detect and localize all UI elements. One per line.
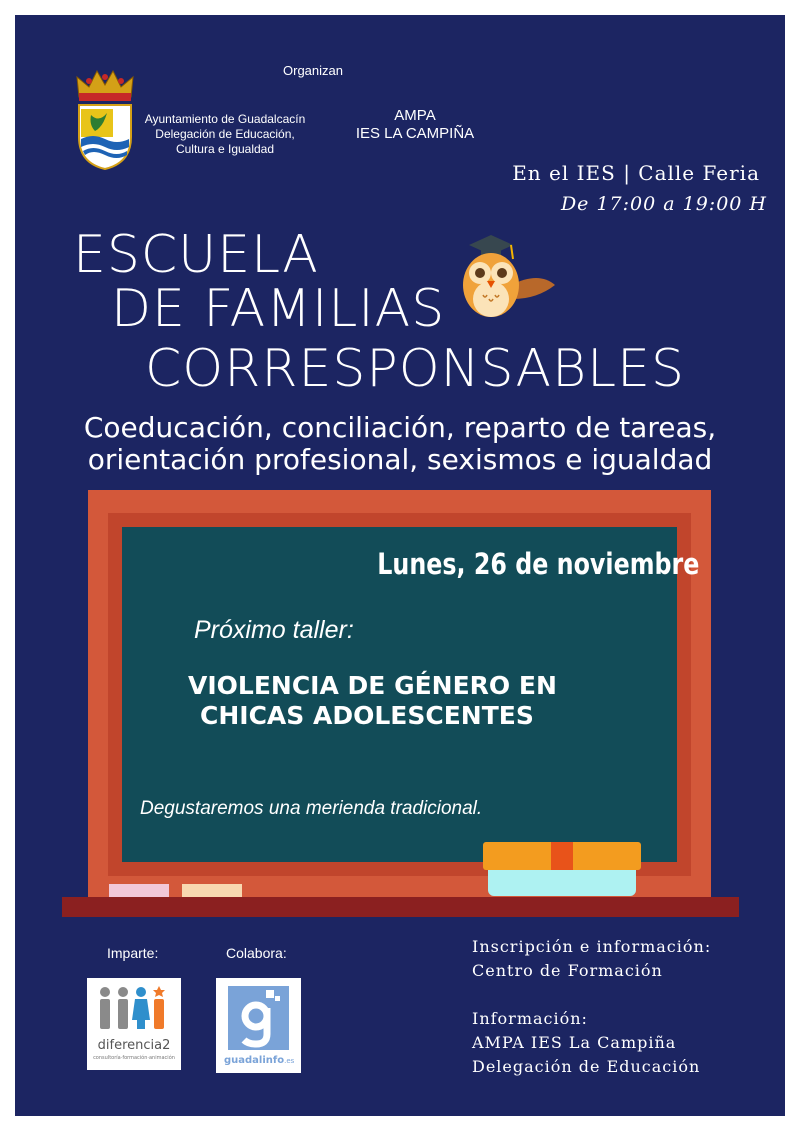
ampa-line: AMPA: [394, 107, 436, 124]
title-line: CORRESPONSABLES: [145, 339, 685, 399]
poster: [15, 15, 785, 1116]
people-icon: [96, 986, 172, 1036]
coat-of-arms-icon: [73, 67, 137, 171]
venue-time: De 17:00 a 19:00 H: [560, 193, 767, 215]
next-workshop-label: Próximo taller:: [194, 616, 354, 644]
guadalinfo-logo: [216, 978, 301, 1073]
guadalinfo-name: [224, 1055, 294, 1066]
inscripcion-block: [472, 935, 711, 983]
diferencia2-tagline: consultoría·formación·animación: [93, 1055, 175, 1061]
chalkboard-ledge: [62, 897, 739, 917]
crown-icon: [77, 71, 133, 101]
inscripcion-line: Inscripción e información:: [472, 937, 712, 956]
owl-icon: [459, 233, 559, 323]
ayuntamiento-line: Delegación de Educación,: [155, 127, 295, 141]
title-line: DE FAMILIAS: [111, 279, 446, 339]
informacion-block: [472, 1007, 700, 1079]
chalk-piece: [109, 884, 169, 898]
ampa-text: [345, 107, 485, 143]
workshop-title: [188, 671, 557, 731]
board-date: Lunes, 26 de noviembre: [377, 547, 700, 581]
ampa-line: IES LA CAMPIÑA: [355, 125, 475, 142]
diferencia2-logo: [87, 978, 181, 1070]
workshop-line: VIOLENCIA DE GÉNERO EN: [188, 671, 557, 700]
imparte-label: Imparte:: [107, 945, 159, 961]
inscripcion-line: Centro de Formación: [472, 961, 663, 980]
informacion-line: AMPA IES La Campiña: [472, 1033, 677, 1052]
guadalinfo-word: guadalinfo: [224, 1055, 285, 1066]
guadalinfo-suffix: .es: [284, 1057, 295, 1065]
informacion-line: Delegación de Educación: [472, 1057, 701, 1076]
diferencia2-name: diferencia2: [97, 1038, 171, 1053]
chalk-piece: [182, 884, 242, 898]
chalk-eraser-icon: [483, 840, 643, 900]
subtitle-line: Coeducación, conciliación, reparto de tareas,: [83, 411, 717, 444]
ayuntamiento-line: Cultura e Igualdad: [175, 142, 275, 156]
ayuntamiento-line: Ayuntamiento de Guadalcacín: [144, 112, 306, 126]
subtitle-line: orientación profesional, sexismos e igualdad: [87, 443, 713, 476]
colabora-label: Colabora:: [226, 945, 287, 961]
snack-note: Degustaremos una merienda tradicional.: [140, 798, 483, 819]
organizan-label: Organizan: [283, 63, 343, 78]
informacion-line: Información:: [472, 1009, 588, 1028]
venue-place: En el IES | Calle Feria: [512, 161, 760, 185]
workshop-line: CHICAS ADOLESCENTES: [200, 701, 534, 730]
ayuntamiento-text: [140, 112, 310, 157]
title-line: ESCUELA: [73, 225, 319, 285]
guadalinfo-g-icon: [228, 986, 289, 1050]
